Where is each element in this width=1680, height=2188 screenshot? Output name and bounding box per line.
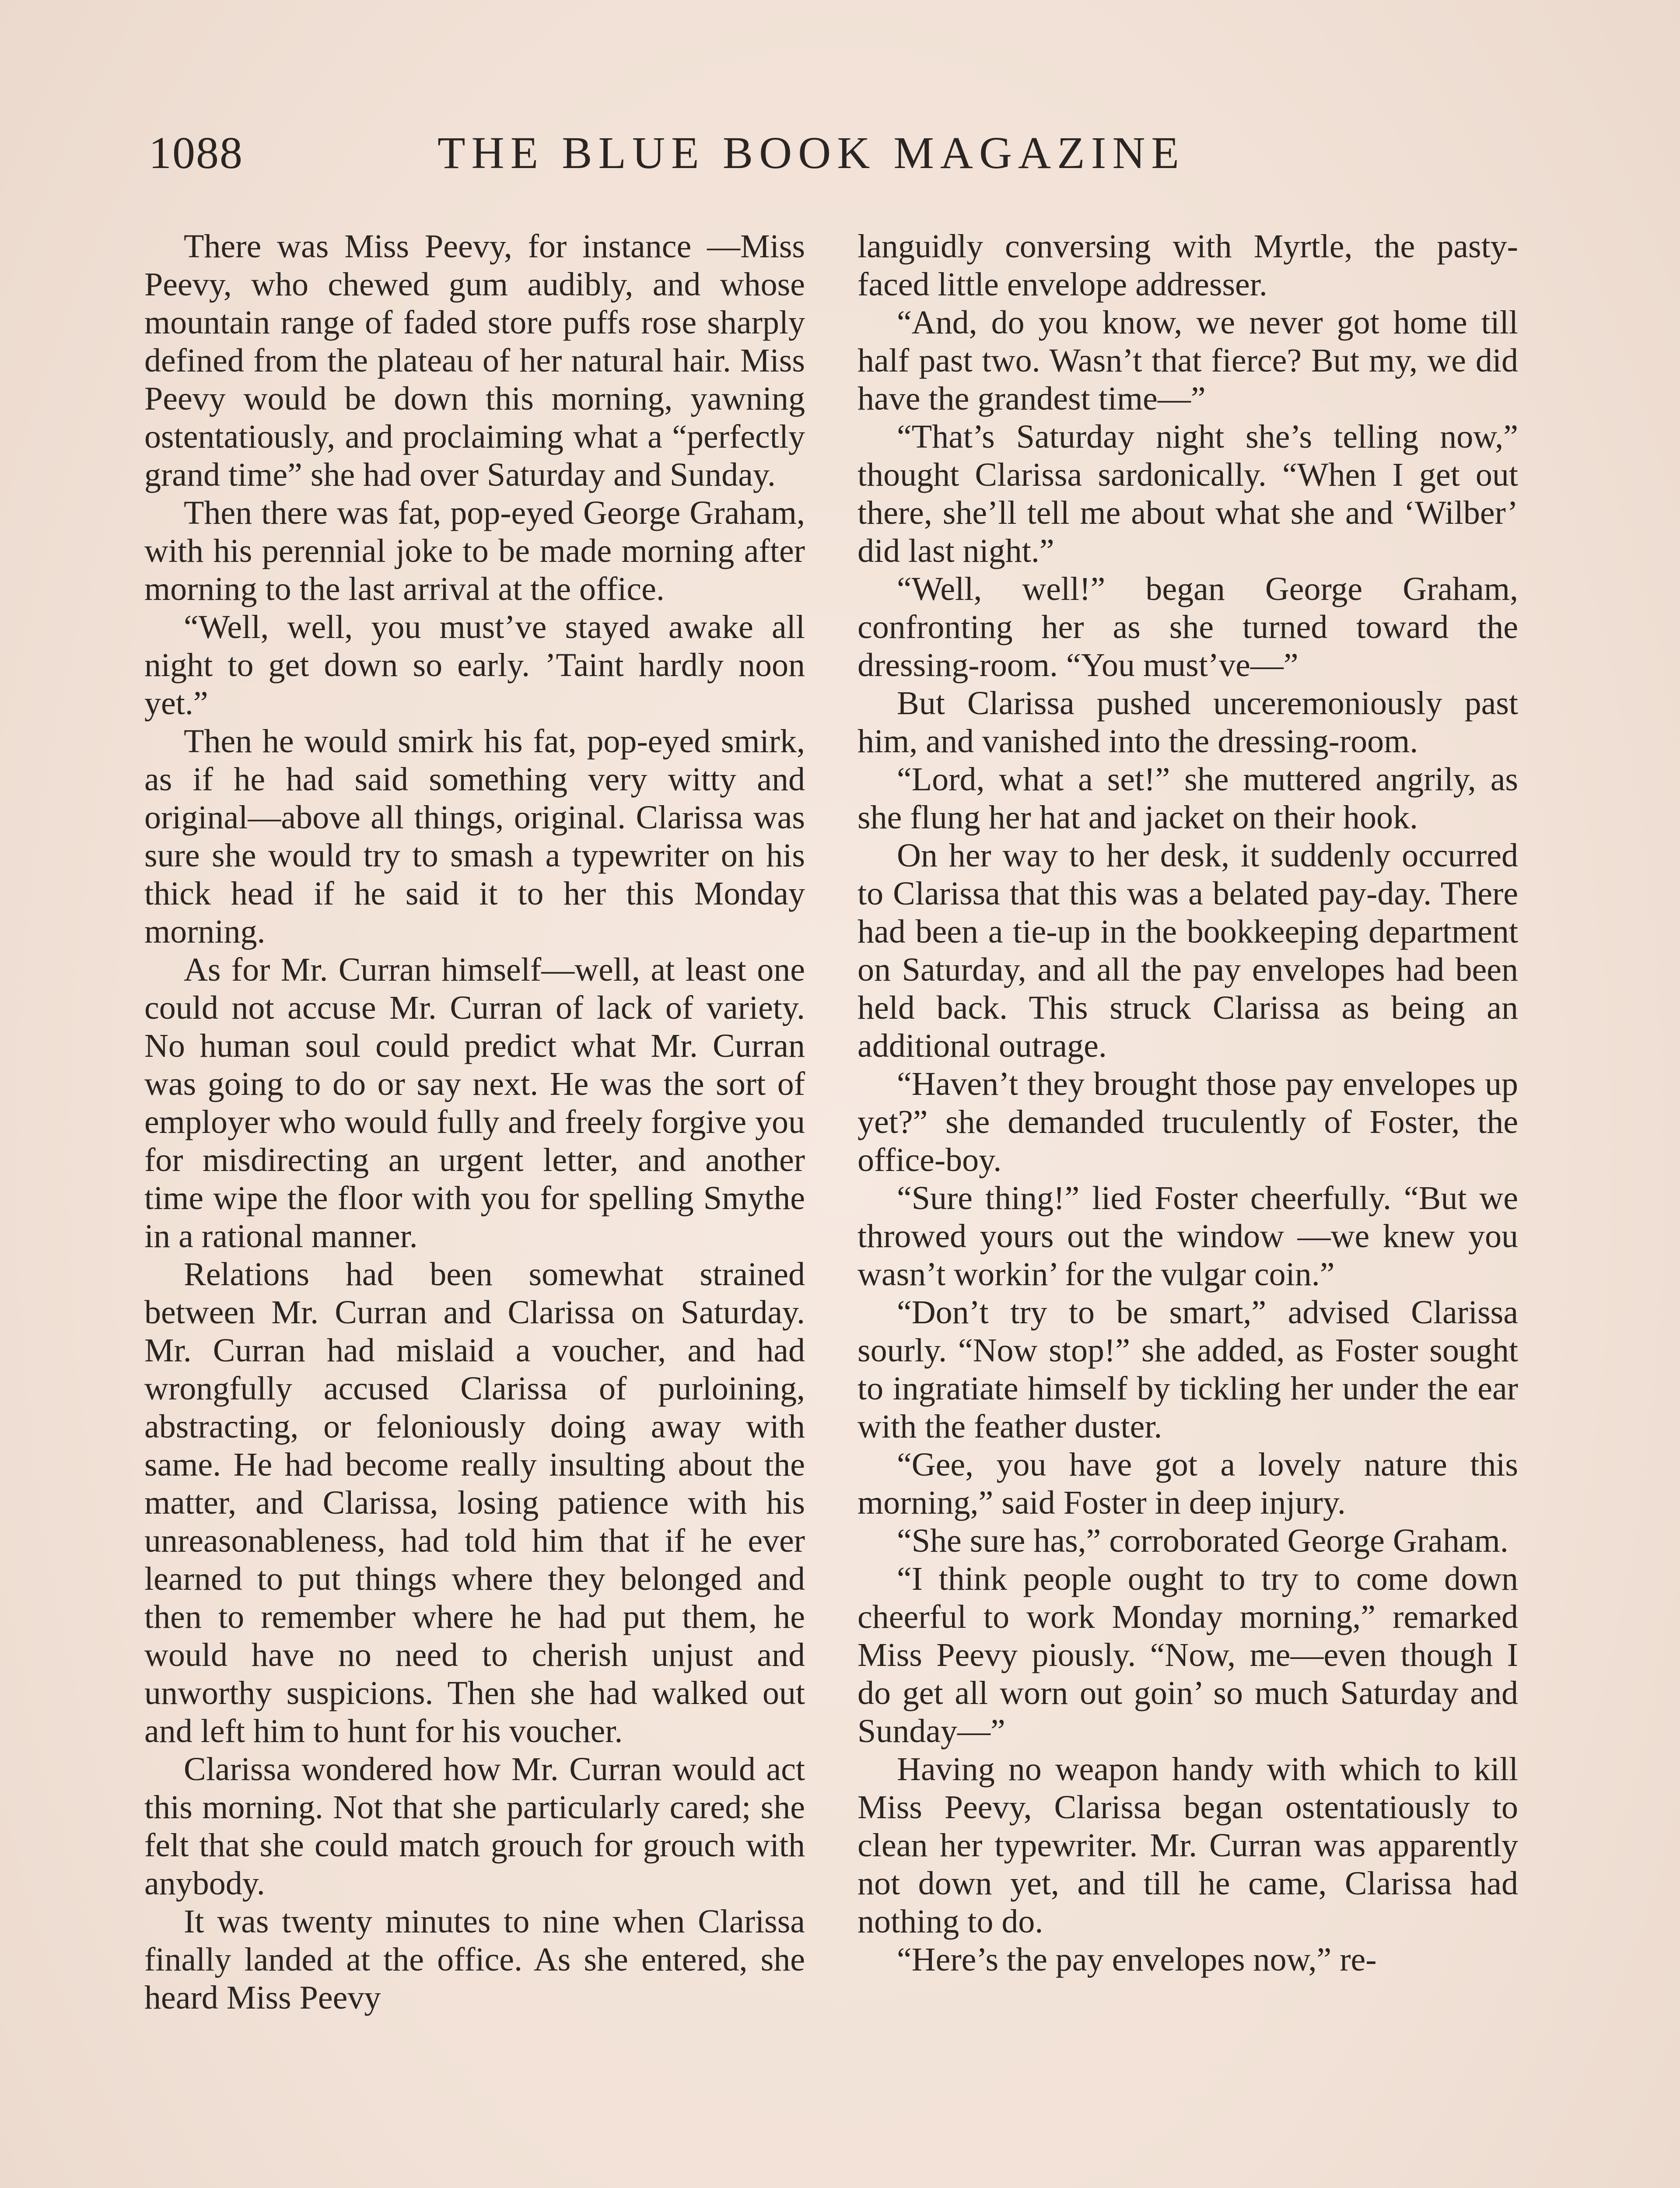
paragraph: “Well, well!” began George Graham, confronting her as she turned toward the dressing-room. “You must’ve—” <box>858 571 1518 684</box>
paragraph: Then there was fat, pop-eyed George Graham, with his perennial joke to be made morning after morning to the last arrival at the office. <box>144 494 805 607</box>
paragraph: “Haven’t they brought those pay envelopes up yet?” she demanded truculently of Foster, the office-boy. <box>858 1066 1518 1178</box>
paragraph: “Gee, you have got a lovely nature this morning,” said Foster in deep injury. <box>858 1446 1518 1521</box>
paragraph: Having no weapon handy with which to kill Miss Peevy, Clarissa began ostentatiously to clean her typewriter. Mr. Curran was apparently not down yet, and till he came, Clarissa had nothing to do. <box>858 1751 1518 1940</box>
paragraph: “I think people ought to try to come down cheerful to work Monday morning,” remarked Miss Peevy piously. “Now, me—even though I do get all worn out goin’ so much Saturday and Sunday—” <box>858 1560 1518 1750</box>
paragraph: “Sure thing!” lied Foster cheerfully. “But we throwed yours out the window —we knew you wasn’t workin’ for the vulgar coin.” <box>858 1180 1518 1293</box>
paragraph: But Clarissa pushed unceremoniously past him, and vanished into the dressing-room. <box>858 685 1518 760</box>
paragraph: It was twenty minutes to nine when Clarissa finally landed at the office. As she entered, she heard Miss Peevy <box>144 1903 805 2016</box>
left-column <box>144 228 805 2017</box>
paragraph: As for Mr. Curran himself—well, at least one could not accuse Mr. Curran of lack of variety. No human soul could predict what Mr. Curran was going to do or say next. He was the sort of employer who would fully and freely forgive you for misdirecting an urgent letter, and another time wipe the floor with you for spelling Smythe in a rational manner. <box>144 951 805 1255</box>
paragraph: “Don’t try to be smart,” advised Clarissa sourly. “Now stop!” she added, as Foster sought to ingratiate himself by tickling her under the ear with the feather duster. <box>858 1294 1518 1445</box>
paragraph: Then he would smirk his fat, pop-eyed smirk, as if he had said something very witty and original—above all things, original. Clarissa was sure she would try to smash a typewriter on his thick head if he said it to her this Monday morning. <box>144 723 805 950</box>
magazine-title: THE BLUE BOOK MAGAZINE <box>438 128 1185 178</box>
page-number: 1088 <box>149 128 243 178</box>
paragraph-continued: languidly conversing with Myrtle, the pasty-faced little envelope addresser. <box>858 228 1518 303</box>
paragraph: “That’s Saturday night she’s telling now,” thought Clarissa sardonically. “When I get out there, she’ll tell me about what she and ‘Wilber’ did last night.” <box>858 418 1518 569</box>
paragraph: “And, do you know, we never got home till half past two. Wasn’t that fierce? But my, we did have the grandest time—” <box>858 304 1518 417</box>
paragraph: Clarissa wondered how Mr. Curran would act this morning. Not that she particularly cared; she felt that she could match grouch for grouch with anybody. <box>144 1751 805 1902</box>
right-column <box>858 228 1518 1979</box>
paragraph: On her way to her desk, it suddenly occurred to Clarissa that this was a belated pay-day. There had been a tie-up in the bookkeeping department on Saturday, and all the pay envelopes had been held back. This struck Clarissa as being an additional outrage. <box>858 837 1518 1064</box>
page-header <box>149 127 1549 193</box>
paragraph: “Lord, what a set!” she muttered angrily, as she flung her hat and jacket on their hook. <box>858 761 1518 836</box>
paragraph: “Well, well, you must’ve stayed awake all night to get down so early. ’Taint hardly noon yet.” <box>144 609 805 722</box>
paragraph: “She sure has,” corroborated George Graham. <box>897 1522 1508 1559</box>
paragraph: Relations had been somewhat strained between Mr. Curran and Clarissa on Saturday. Mr. Curran had mislaid a voucher, and had wrongfully accused Clarissa of purloining, abstracting, or feloniously doing away with same. He had become really insulting about the matter, and Clarissa, losing patience with his unreasonableness, had told him that if he ever learned to put things where they belonged and then to remember where he had put them, he would have no need to cherish unjust and unworthy suspicions. Then she had walked out and left him to hunt for his voucher. <box>144 1256 805 1750</box>
paragraph: “Here’s the pay envelopes now,” re- <box>897 1941 1377 1978</box>
paragraph: There was Miss Peevy, for instance —Miss Peevy, who chewed gum audibly, and whose mountain range of faded store puffs rose sharply defined from the plateau of her natural hair. Miss Peevy would be down this morning, yawning ostentatiously, and proclaiming what a “perfectly grand time” she had over Saturday and Sunday. <box>144 228 805 493</box>
